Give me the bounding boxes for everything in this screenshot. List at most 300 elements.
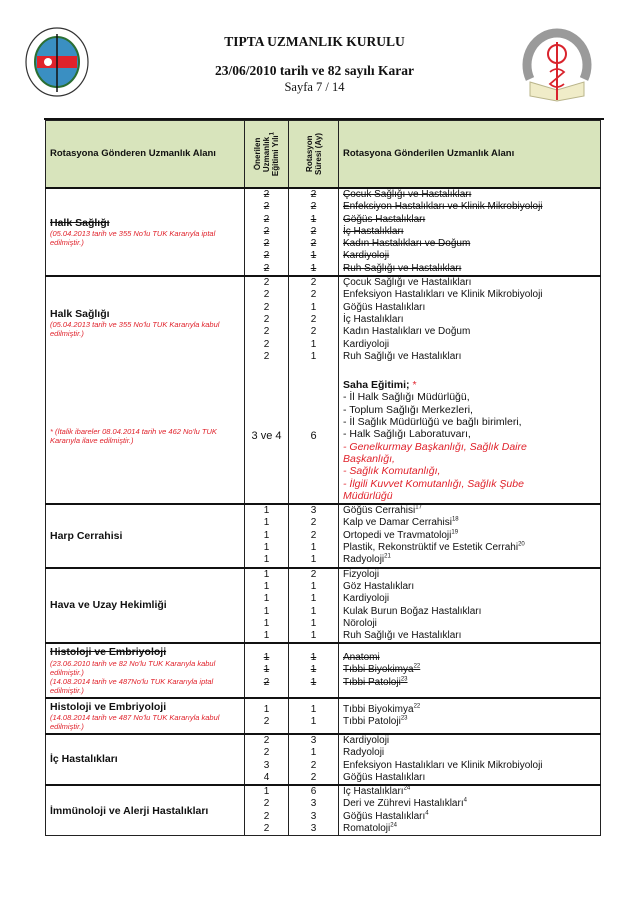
training-year-value: [245, 798, 288, 810]
training-year-value: [245, 542, 288, 554]
cell-text: 1: [310, 542, 317, 554]
cell-text: 3: [263, 759, 270, 771]
field-training-item: - Halk Sağlığı Laboratuvarı,: [343, 428, 471, 441]
training-year-value: [245, 326, 288, 338]
duration-cell: [289, 698, 339, 734]
cell-text: 2: [310, 517, 317, 529]
page-number: Sayfa 7 / 14: [284, 80, 345, 94]
cell-text: 1: [310, 262, 317, 274]
cell-text: 1: [263, 664, 270, 676]
duration-value: [289, 226, 338, 238]
cell-text: Deri ve Zührevi Hastalıkları: [343, 798, 464, 810]
training-year-value: [245, 618, 288, 630]
cell-text: 3: [310, 798, 317, 810]
source-specialty-name: İç Hastalıkları: [50, 753, 118, 766]
duration-cell: [289, 734, 339, 785]
source-specialty-cell: [46, 188, 245, 276]
header-duration-line2: Süresi (Ay): [313, 133, 323, 175]
footnote-ref: 22: [413, 703, 421, 710]
cell-text: 2: [310, 326, 317, 338]
training-year-value: [245, 554, 288, 566]
cell-text: Kadın Hastalıkları ve Doğum: [343, 326, 471, 338]
duration-value: [289, 652, 338, 664]
cell-text: Göğüs Hastalıkları: [343, 213, 426, 225]
cell-text: 2: [310, 238, 317, 250]
training-year-value: [245, 652, 288, 664]
footnote-ref: 19: [451, 529, 459, 536]
cell-text: 1: [310, 605, 317, 617]
target-specialty: [343, 823, 600, 835]
cell-text: Enfeksiyon Hastalıkları ve Klinik Mikrobiyoloji: [343, 289, 543, 301]
training-year-cell: [245, 643, 289, 697]
training-year-cell: [245, 188, 289, 276]
cell-text: 1: [263, 703, 270, 715]
cell-text: 2: [263, 262, 270, 274]
training-year-cell: [245, 698, 289, 734]
training-year-value: [245, 569, 288, 581]
duration-value: [289, 677, 338, 689]
decision-reference: 23/06/2010 tarih ve 82 sayılı Karar: [214, 63, 415, 78]
cell-text: 2: [263, 715, 270, 727]
cell-text: 2: [263, 201, 270, 213]
duration-value: [289, 289, 338, 301]
duration-value: [289, 630, 338, 642]
duration-value: [289, 772, 338, 784]
duration-cell: [289, 568, 339, 644]
duration-value: [289, 189, 338, 201]
target-specialty: [343, 581, 600, 593]
target-specialty: [343, 314, 600, 326]
cell-text: 3: [310, 505, 317, 517]
duration-cell: [289, 504, 339, 567]
table-body: [46, 188, 601, 836]
field-training-added-item: Başkanlığı,: [343, 452, 395, 465]
target-specialty: [343, 554, 600, 566]
cell-text: 2: [263, 798, 270, 810]
target-specialty: [343, 652, 600, 664]
header-year-line1: Önerilen: [253, 137, 262, 171]
cell-text: 2: [263, 277, 270, 289]
table-row: [46, 504, 601, 567]
duration-cell: [289, 276, 339, 369]
table-row: [46, 785, 601, 836]
duration-value: [289, 618, 338, 630]
duration-value: [289, 542, 338, 554]
cell-text: 1: [310, 554, 317, 566]
training-year-value: [245, 581, 288, 593]
duration-value: [289, 530, 338, 542]
training-year-cell: [245, 504, 289, 567]
duration-cell: [289, 643, 339, 697]
source-specialty-name: İmmünoloji ve Alerji Hastalıkları: [50, 804, 209, 817]
footnote-ref: 4: [425, 810, 429, 817]
decision-note: (23.06.2010 tarih ve 82 No'lu TUK Kararıyla kabul edilmiştir.): [50, 658, 216, 677]
target-specialty-cell: [339, 698, 601, 734]
cell-text: 2: [263, 250, 270, 262]
cell-text: 1: [310, 630, 317, 642]
tipta-uzmanlik-kurulu-logo: [522, 24, 592, 102]
source-specialty-name: Harp Cerrahisi: [50, 529, 123, 542]
field-training-added-item: - İlgili Kuvvet Komutanlığı, Sağlık Şube: [343, 477, 524, 490]
cell-text: 2: [263, 338, 270, 350]
target-specialty: [343, 530, 600, 542]
cell-text: 1: [310, 301, 317, 313]
cell-text: Tıbbi Patoloji: [343, 715, 401, 727]
document-title: TIPTA UZMANLIK KURULU: [224, 34, 405, 49]
cell-text: 1: [263, 605, 270, 617]
cell-text: 2: [310, 759, 317, 771]
cell-text: 3: [310, 810, 317, 822]
cell-text: 2: [310, 189, 317, 200]
source-specialty-name: Histoloji ve Embriyoloji: [50, 646, 167, 659]
table-row: [46, 188, 601, 276]
rotation-table: [45, 120, 601, 836]
cell-text: Kardiyoloji: [343, 250, 390, 262]
duration-value: [289, 606, 338, 618]
footnote-ref: 23: [400, 715, 408, 722]
cell-text: Radyoloji: [343, 554, 385, 566]
field-training-added-item: Müdürlüğü: [343, 489, 393, 502]
cell-text: 1: [310, 715, 317, 727]
target-specialty: [343, 786, 600, 798]
field-training-item: - İl Halk Sağlığı Müdürlüğü,: [343, 391, 470, 404]
header-rotation-duration: [289, 121, 339, 189]
cell-text: Nöroloji: [343, 617, 377, 629]
training-year-value: [245, 189, 288, 201]
footnote-ref: 17: [415, 504, 422, 511]
training-year-value: [245, 314, 288, 326]
cell-text: 3: [310, 734, 317, 746]
duration-value: [289, 517, 338, 529]
duration-value: [289, 569, 338, 581]
cell-text: Göğüs Hastalıkları: [343, 771, 426, 783]
cell-text: 1: [263, 568, 270, 580]
field-training-title-line: [343, 379, 600, 391]
cell-text: 1: [263, 617, 270, 629]
target-specialty-cell: [339, 568, 601, 644]
duration-value: [289, 581, 338, 593]
target-specialty: [343, 505, 600, 517]
target-specialty: [343, 716, 600, 728]
cell-text: 3: [310, 823, 317, 835]
target-specialty: [343, 735, 600, 747]
footnote-ref: 20: [518, 541, 525, 548]
decision-note: (14.08.2014 tarih ve 487 No'lu TUK Kararıyla kabul edilmiştir.): [50, 712, 220, 731]
training-year-cell: 3 ve 4: [245, 369, 289, 504]
cell-text: 1: [310, 338, 317, 350]
duration-value: [289, 339, 338, 351]
training-year-value: [245, 677, 288, 689]
field-training-added-item: - Genelkurmay Başkanlığı, Sağlık Daire: [343, 440, 527, 453]
cell-text: 2: [263, 301, 270, 313]
target-specialty: [343, 772, 600, 784]
source-specialty-cell: [46, 276, 245, 369]
cell-text: Ruh Sağlığı ve Hastalıkları: [343, 262, 462, 274]
field-training-added-item: - Sağlık Komutanlığı,: [343, 465, 441, 478]
duration-value: [289, 554, 338, 566]
header-year-footnote: 1: [269, 131, 276, 136]
duration-value: [289, 786, 338, 798]
cell-text: Ortopedi ve Travmatoloji: [343, 529, 452, 541]
cell-text: Kalp ve Damar Cerrahisi: [343, 517, 452, 529]
cell-text: 4: [263, 771, 270, 783]
cell-text: Anatomi: [343, 652, 380, 664]
header-duration-line1: Rotasyon: [304, 135, 314, 173]
cell-text: 2: [310, 771, 317, 783]
duration-value: [289, 326, 338, 338]
source-specialty-cell: [46, 734, 245, 785]
header-training-year: [245, 121, 289, 189]
target-specialty: [343, 326, 600, 338]
training-year-value: [245, 339, 288, 351]
cell-text: 2: [263, 213, 270, 225]
cell-text: İç Hastalıkları: [343, 786, 404, 798]
target-specialty: [343, 277, 600, 289]
training-year-value: [245, 226, 288, 238]
duration-value: [289, 214, 338, 226]
source-specialty-name: Histoloji ve Embriyoloji: [50, 700, 167, 713]
duration-value: [289, 277, 338, 289]
source-specialty-name: Hava ve Uzay Hekimliği: [50, 599, 167, 612]
target-specialty: [343, 339, 600, 351]
training-year-value: [245, 505, 288, 517]
field-training-item: - Toplum Sağlığı Merkezleri,: [343, 403, 473, 416]
cell-text: 1: [310, 703, 317, 715]
cell-text: 2: [263, 747, 270, 759]
cell-text: 2: [310, 313, 317, 325]
duration-value: [289, 505, 338, 517]
cell-text: Kardiyoloji: [343, 734, 390, 746]
target-specialty: [343, 289, 600, 301]
cell-text: Ruh Sağlığı ve Hastalıkları: [343, 630, 462, 642]
cell-text: 1: [263, 593, 270, 605]
target-specialty: [343, 664, 600, 676]
cell-text: 1: [310, 593, 317, 605]
cell-text: Göğüs Cerrahisi: [343, 505, 416, 517]
target-specialty: [343, 238, 600, 250]
cell-text: Enfeksiyon Hastalıkları ve Klinik Mikrobiyoloji: [343, 759, 543, 771]
target-specialty: [343, 351, 600, 363]
table-header-row: [46, 121, 601, 189]
cell-text: 1: [310, 250, 317, 262]
target-specialty: [343, 189, 600, 201]
duration-value: [289, 238, 338, 250]
duration-value: [289, 716, 338, 728]
cell-text: Göğüs Hastalıkları: [343, 301, 426, 313]
cell-text: 1: [263, 580, 270, 592]
cell-text: Tıbbi Patoloji: [343, 676, 401, 688]
source-specialty-name: Halk Sağlığı: [50, 307, 110, 320]
cell-text: 2: [263, 289, 270, 301]
cell-text: 1: [310, 350, 317, 362]
source-specialty-name: Halk Sağlığı: [50, 216, 110, 229]
footnote-ref: 23: [400, 676, 408, 683]
training-year-value: [245, 735, 288, 747]
training-year-value: [245, 823, 288, 835]
cell-text: 1: [310, 580, 317, 592]
training-year-value: [245, 351, 288, 363]
cell-text: 1: [263, 529, 270, 541]
footnote-ref: 24: [390, 822, 397, 829]
cell-text: Tıbbi Biyokimya: [343, 664, 414, 676]
target-specialty: [343, 302, 600, 314]
target-specialty-cell: [339, 188, 601, 276]
cell-text: 1: [310, 213, 317, 225]
cell-text: Çocuk Sağlığı ve Hastalıkları: [343, 277, 472, 289]
target-specialty: [343, 798, 600, 810]
cell-text: Çocuk Sağlığı ve Hastalıkları: [343, 189, 472, 200]
source-specialty-cell: [46, 643, 245, 697]
training-year-cell: [245, 734, 289, 785]
training-year-value: [245, 238, 288, 250]
target-specialty: [343, 263, 600, 275]
cell-text: 1: [263, 652, 270, 664]
target-specialty: [343, 677, 600, 689]
table-row: [46, 734, 601, 785]
cell-text: Enfeksiyon Hastalıkları ve Klinik Mikrobiyoloji: [343, 201, 543, 213]
duration-value: [289, 798, 338, 810]
training-year-value: [245, 747, 288, 759]
source-specialty-cell: [46, 568, 245, 644]
training-year-value: [245, 214, 288, 226]
target-specialty: [343, 250, 600, 262]
header-year-line2: Uzmanlık: [262, 136, 271, 172]
target-specialty-cell: [339, 643, 601, 697]
duration-value: [289, 593, 338, 605]
training-year-value: [245, 593, 288, 605]
decision-note: (05.04.2013 tarih ve 355 No'lu TUK Kararıyla kabul edilmiştir.): [50, 320, 220, 339]
footnote-ref: 18: [451, 517, 459, 524]
cell-text: 2: [310, 277, 317, 289]
decision-note: (14.08.2014 tarih ve 487No'lu TUK Kararıyla iptal edilmiştir.): [50, 676, 214, 695]
cell-text: 2: [263, 313, 270, 325]
source-specialty-cell: [46, 504, 245, 567]
training-year-value: [245, 716, 288, 728]
header-target-specialty: Rotasyona Gönderilen Uzmanlık Alanı: [339, 121, 601, 189]
cell-text: 1: [310, 676, 317, 688]
cell-text: 2: [263, 326, 270, 338]
cell-text: 1: [310, 617, 317, 629]
cell-text: 1: [263, 786, 270, 798]
target-specialty: [343, 214, 600, 226]
cell-text: 2: [310, 289, 317, 301]
cell-text: 1: [263, 630, 270, 642]
cell-text: 2: [310, 568, 317, 580]
target-specialty: [343, 760, 600, 772]
duration-cell: [289, 785, 339, 836]
target-specialty: [343, 593, 600, 605]
target-specialty-cell: [339, 734, 601, 785]
target-specialty: [343, 704, 600, 716]
duration-value: [289, 263, 338, 275]
target-specialty-cell: [339, 785, 601, 836]
header-year-line3: Eğitimi Yılı: [271, 135, 280, 177]
training-year-value: [245, 517, 288, 529]
footnote-ref: 21: [384, 553, 391, 560]
duration-cell: 6: [289, 369, 339, 504]
cell-text: Romatoloji: [343, 823, 391, 835]
cell-text: Plastik, Rekonstrüktif ve Estetik Cerrahi: [343, 542, 519, 554]
training-year-value: [245, 772, 288, 784]
table-row: [46, 643, 601, 697]
training-year-value: [245, 760, 288, 772]
cell-text: 1: [310, 664, 317, 676]
added-marker: *: [412, 379, 417, 392]
cell-text: İç Hastalıkları: [343, 313, 404, 325]
cell-text: İç Hastalıkları: [343, 225, 404, 237]
target-specialty: [343, 630, 600, 642]
field-training-cell: [339, 369, 601, 504]
training-year-value: [245, 811, 288, 823]
footnote-ref: 22: [413, 664, 421, 671]
cell-text: Kulak Burun Boğaz Hastalıkları: [343, 605, 482, 617]
cell-text: Göğüs Hastalıkları: [343, 810, 426, 822]
target-specialty: [343, 747, 600, 759]
source-specialty-cell: [46, 369, 245, 504]
table-row: [46, 568, 601, 644]
target-specialty-cell: [339, 504, 601, 567]
cell-text: Kardiyoloji: [343, 338, 390, 350]
duration-value: [289, 823, 338, 835]
training-year-value: [245, 606, 288, 618]
table-row: [46, 276, 601, 369]
training-year-value: [245, 277, 288, 289]
field-training-item: - İl Sağlık Müdürlüğü ve bağlı birimleri,: [343, 416, 522, 429]
cell-text: 1: [263, 542, 270, 554]
target-specialty: [343, 226, 600, 238]
cell-text: 2: [263, 189, 270, 200]
cell-text: 1: [310, 747, 317, 759]
table-row-field-training: [46, 369, 601, 504]
header-source-specialty: Rotasyona Gönderen Uzmanlık Alanı: [46, 121, 245, 189]
source-specialty-cell: [46, 785, 245, 836]
training-year-cell: [245, 276, 289, 369]
source-specialty-cell: [46, 698, 245, 734]
duration-value: [289, 664, 338, 676]
cell-text: Kadın Hastalıkları ve Doğum: [343, 238, 471, 250]
footnote-ref: 24: [403, 785, 411, 792]
duration-value: [289, 760, 338, 772]
cell-text: Ruh Sağlığı ve Hastalıkları: [343, 350, 462, 362]
page-header: [0, 0, 629, 118]
training-year-cell: [245, 785, 289, 836]
target-specialty: [343, 517, 600, 529]
duration-value: [289, 811, 338, 823]
duration-value: [289, 747, 338, 759]
cell-text: 2: [263, 350, 270, 362]
cell-text: Fizyoloji: [343, 568, 380, 580]
decision-note: (05.04.2013 tarih ve 355 No'lu TUK Kararıyla iptal edilmiştir.): [50, 229, 216, 248]
table-row: [46, 698, 601, 734]
cell-text: 2: [310, 201, 317, 213]
field-training-title: Saha Eğitimi;: [343, 379, 410, 392]
training-year-value: [245, 704, 288, 716]
cell-text: Göz Hastalıkları: [343, 580, 415, 592]
cell-text: 2: [263, 225, 270, 237]
cell-text: Kardiyoloji: [343, 593, 390, 605]
target-specialty: [343, 618, 600, 630]
target-specialty: [343, 811, 600, 823]
duration-value: [289, 201, 338, 213]
cell-text: 1: [263, 554, 270, 566]
duration-value: [289, 302, 338, 314]
target-specialty: [343, 201, 600, 213]
cell-text: 2: [263, 734, 270, 746]
training-year-value: [245, 289, 288, 301]
cell-text: 1: [263, 505, 270, 517]
duration-cell: [289, 188, 339, 276]
training-year-cell: [245, 568, 289, 644]
